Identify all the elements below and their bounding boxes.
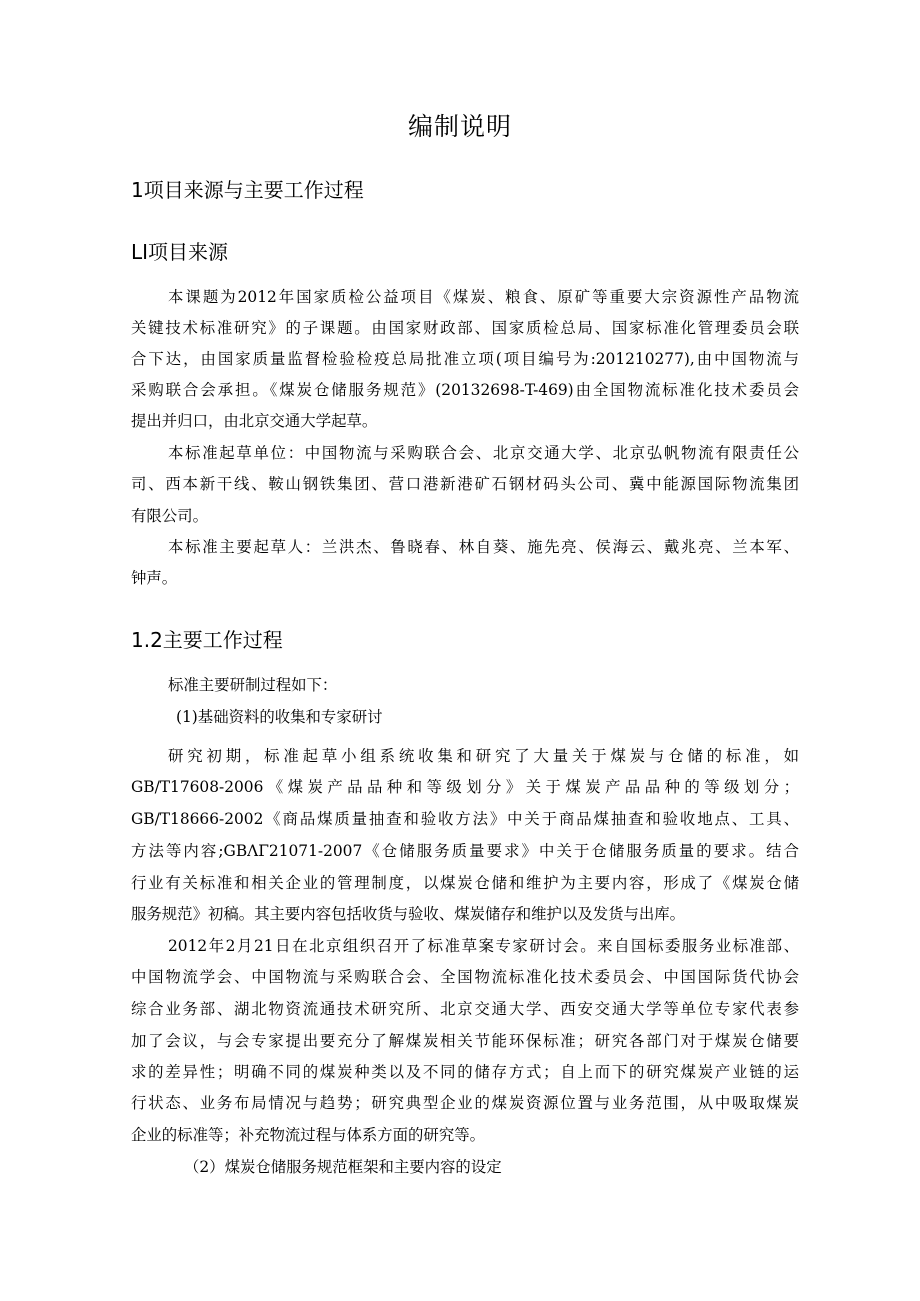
paragraph-line: 标准主要研制过程如下： bbox=[168, 676, 338, 694]
document-title: 编制说明 bbox=[407, 112, 512, 141]
paragraph-line: 关键技术标准研究》的子课题。由国家财政部、国家质检总局、国家标准化管理委员会联 bbox=[131, 319, 799, 337]
paragraph-line: 行业有关标准和相关企业的管理制度，以煤炭仓储和维护为主要内容，形成了《煤炭仓储 bbox=[131, 874, 799, 892]
paragraph-line: 本课题为2012年国家质检公益项目《煤炭、粮食、原矿等重要大宗资源性产品物流 bbox=[168, 288, 799, 306]
paragraph-line: GB/T18666-2002《商品煤质量抽查和验收方法》中关于商品煤抽查和验收地点、工具、 bbox=[131, 810, 799, 828]
section-1-heading: 1项目来源与主要工作过程 bbox=[131, 178, 364, 202]
paragraph-line: 本标准起草单位：中国物流与采购联合会、北京交通大学、北京弘帆物流有限责任公 bbox=[168, 444, 799, 462]
paragraph-line: 企业的标准等；补充物流过程与体系方面的研究等。 bbox=[131, 1126, 485, 1144]
paragraph-line: 行状态、业务布局情况与趋势；研究典型企业的煤炭资源位置与业务范围，从中吸取煤炭 bbox=[131, 1094, 799, 1112]
paragraph-line: 综合业务部、湖北物资流通技术研究所、北京交通大学、西安交通大学等单位专家代表参 bbox=[131, 1000, 799, 1018]
paragraph-line: GB/T17608-2006《煤炭产品品种和等级划分》关于煤炭产品品种的等级划分； bbox=[131, 778, 799, 796]
paragraph-line: 有限公司。 bbox=[131, 507, 208, 525]
paragraph-line: 方法等内容;GBΛΓ21071-2007《仓储服务质量要求》中关于仓储服务质量的要求。结合 bbox=[131, 842, 799, 860]
paragraph-line: 2012年2月21日在北京组织召开了标准草案专家研讨会。来自国标委服务业标准部、 bbox=[168, 937, 799, 955]
paragraph-line: 采购联合会承担。《煤炭仓储服务规范》(20132698-T-469)由全国物流标准化技术委员会 bbox=[131, 381, 799, 399]
section-1-2-heading: 1.2主要工作过程 bbox=[131, 628, 283, 652]
section-1-1-heading: LI项目来源 bbox=[131, 240, 229, 264]
paragraph-line: 服务规范》初稿。其主要内容包括收货与验收、煤炭储存和维护以及发货与出库。 bbox=[131, 905, 686, 923]
paragraph-line: 钟声。 bbox=[131, 569, 178, 587]
list-item: (1)基础资料的收集和专家研讨 bbox=[176, 708, 383, 726]
paragraph-line: 本标准主要起草人：兰洪杰、鲁晓春、林自葵、施先亮、侯海云、戴兆亮、兰本军、 bbox=[168, 538, 799, 556]
list-item: （2）煤炭仓储服务规范框架和主要内容的设定 bbox=[184, 1158, 502, 1176]
paragraph-line: 研究初期，标准起草小组系统收集和研究了大量关于煤炭与仓储的标准，如 bbox=[168, 747, 799, 765]
paragraph-line: 提出并归口，由北京交通大学起草。 bbox=[131, 412, 378, 430]
paragraph-line: 加了会议，与会专家提出要充分了解煤炭相关节能环保标准；研究各部门对于煤炭仓储要 bbox=[131, 1032, 799, 1050]
paragraph-line: 合下达，由国家质量监督检验检疫总局批准立项(项目编号为:201210277),由中国物流与 bbox=[131, 350, 799, 368]
paragraph-line: 中国物流学会、中国物流与采购联合会、全国物流标准化技术委员会、中国国际货代协会 bbox=[131, 968, 799, 986]
paragraph-line: 求的差异性；明确不同的煤炭种类以及不同的储存方式；自上而下的研究煤炭产业链的运 bbox=[131, 1063, 799, 1081]
paragraph-line: 司、西本新干线、鞍山钢铁集团、营口港新港矿石钢材码头公司、冀中能源国际物流集团 bbox=[131, 475, 799, 493]
